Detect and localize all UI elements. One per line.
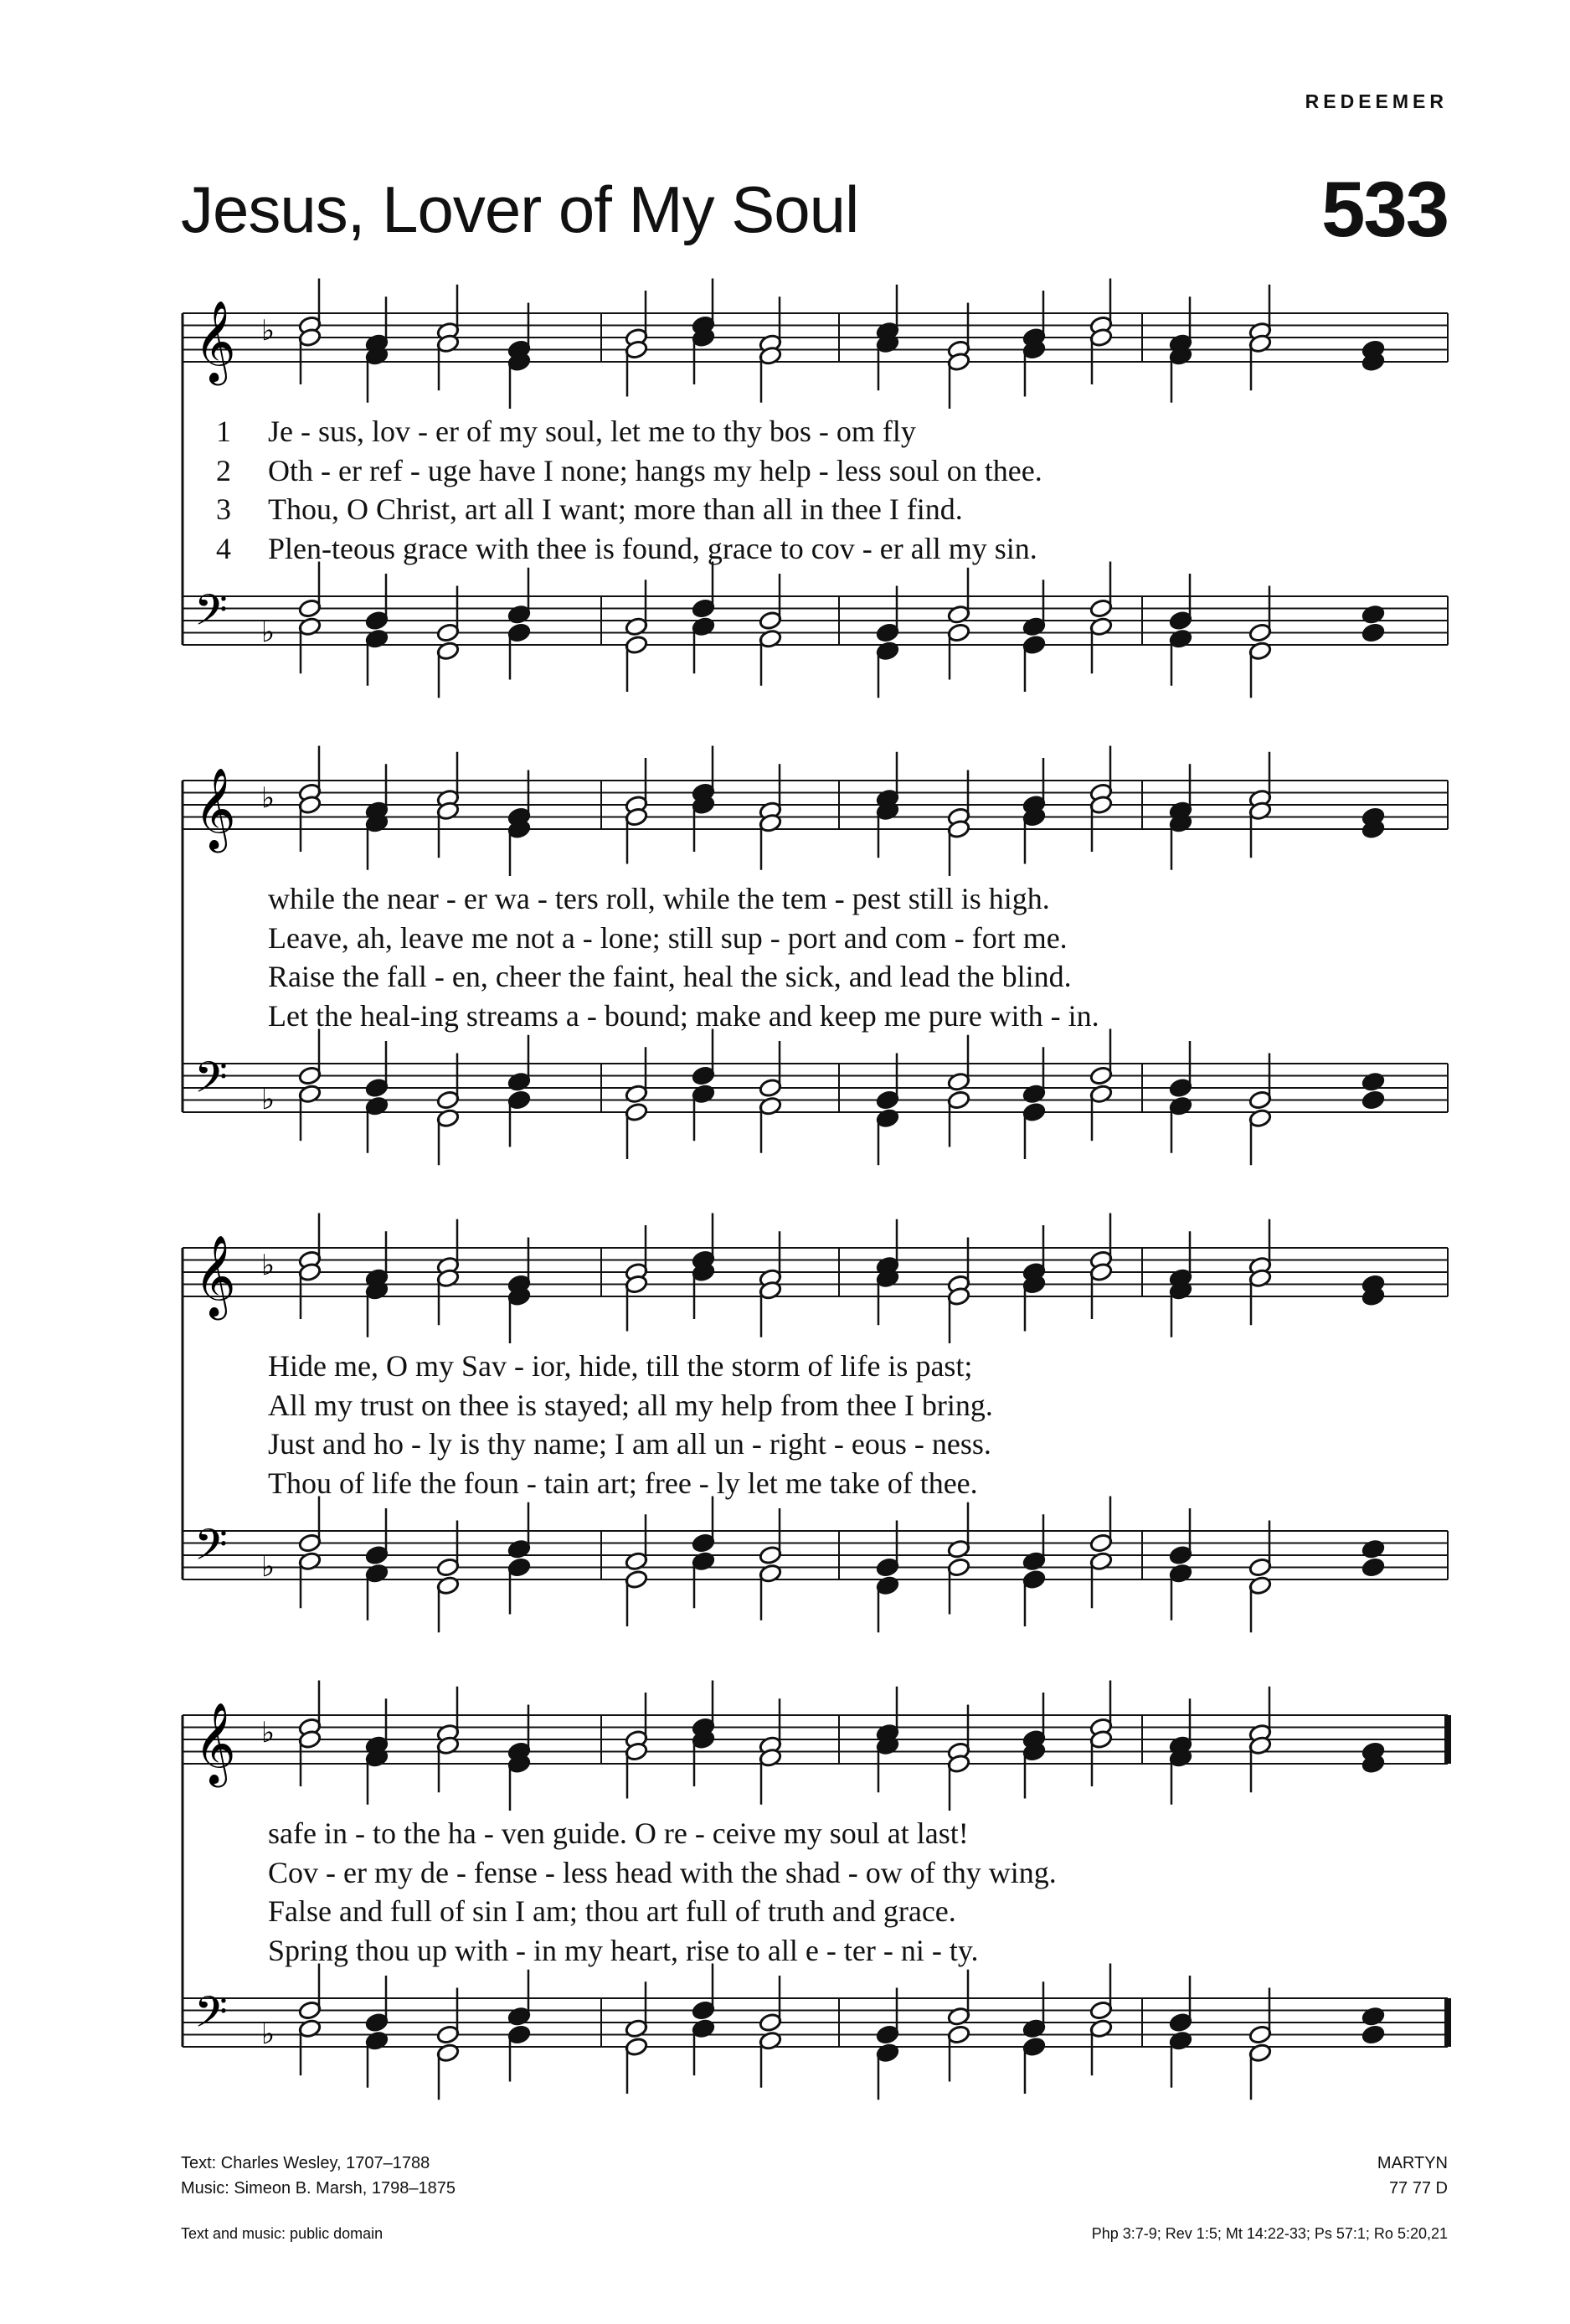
bass-note bbox=[1362, 1539, 1385, 1559]
lyric-line: All my trust on thee is stayed; all my help from thee I bring. bbox=[268, 1388, 993, 1422]
flat-key-signature-icon: ♭ bbox=[261, 1249, 275, 1282]
lyric-line: Let the heal-ing streams a - bound; make and keep me pure with - in. bbox=[268, 998, 1099, 1033]
bass-note bbox=[1362, 622, 1385, 642]
treble-clef-icon: 𝄞 bbox=[194, 767, 236, 849]
lyric-line: Spring thou up with - in my heart, rise to all e - ter - ni - ty. bbox=[268, 1933, 979, 1967]
section-label: REDEEMER bbox=[1305, 90, 1448, 112]
flat-key-signature-icon: ♭ bbox=[261, 314, 275, 348]
scripture-references: Php 3:7-9; Rev 1:5; Mt 14:22-33; Ps 57:1; Ro 5:20,21 bbox=[1091, 2225, 1448, 2242]
bass-clef-icon: 𝄢 bbox=[194, 1052, 228, 1113]
lyric-line: Thou of life the foun - tain art; free - ly let me take of thee. bbox=[268, 1466, 978, 1500]
lyrics-block bbox=[216, 412, 1439, 568]
bass-note bbox=[1362, 605, 1385, 625]
treble-clef-icon: 𝄞 bbox=[194, 1234, 236, 1317]
lyric-line: Raise the fall - en, cheer the faint, heal the sick, and lead the blind. bbox=[268, 960, 1072, 993]
lyric-line: Leave, ah, leave me not a - lone; still sup - port and com - fort me. bbox=[268, 920, 1068, 955]
flat-key-signature-icon: ♭ bbox=[261, 781, 275, 815]
tune-info bbox=[1377, 2151, 1448, 2201]
hymn-title: Jesus, Lover of My Soul bbox=[181, 173, 859, 246]
credits bbox=[181, 2151, 456, 2201]
bass-clef-icon: 𝄢 bbox=[194, 1986, 228, 2048]
music-system-1 bbox=[0, 276, 1570, 712]
lyric-line: Hide me, O my Sav - ior, hide, till the storm of life is past; bbox=[268, 1349, 973, 1383]
treble-clef-icon: 𝄞 bbox=[194, 300, 236, 382]
bass-note bbox=[1362, 1557, 1385, 1577]
lyric-line: Cov - er my de - fense - less head with the shad - ow of thy wing. bbox=[268, 1855, 1057, 1889]
lyric-line: 1 Je - sus, lov - er of my soul, let me to thy bos - om fly bbox=[216, 415, 916, 448]
flat-key-signature-icon: ♭ bbox=[261, 2017, 275, 2051]
flat-key-signature-icon: ♭ bbox=[261, 1716, 275, 1749]
bass-note bbox=[1362, 1072, 1385, 1092]
lyric-line: 4 Plen-teous grace with thee is found, grace to cov - er all my sin. bbox=[216, 531, 1037, 565]
lyric-line: while the near - er wa - ters roll, while the tem - pest still is high. bbox=[268, 882, 1050, 915]
lyric-line: False and full of sin I am; thou art full of truth and grace. bbox=[268, 1894, 956, 1928]
music-system-3 bbox=[0, 1211, 1570, 1646]
bass-note bbox=[1362, 1090, 1385, 1110]
lyric-line: 2 Oth - er ref - uge have I none; hangs my help - less soul on thee. bbox=[216, 453, 1042, 487]
lyrics-block bbox=[216, 1347, 1439, 1502]
music-system-2 bbox=[0, 744, 1570, 1179]
bass-note bbox=[1362, 2007, 1385, 2027]
lyric-line: safe in - to the ha - ven guide. O re - ceive my soul at last! bbox=[268, 1816, 969, 1850]
flat-key-signature-icon: ♭ bbox=[261, 1083, 275, 1116]
bass-clef-icon: 𝄢 bbox=[194, 585, 228, 646]
music-credit: Music: Simeon B. Marsh, 1798–1875 bbox=[181, 2179, 456, 2198]
flat-key-signature-icon: ♭ bbox=[261, 1550, 275, 1584]
meter: 77 77 D bbox=[1388, 2179, 1448, 2198]
lyrics-block bbox=[216, 879, 1439, 1035]
hymn-number: 533 bbox=[1321, 165, 1448, 253]
music-system-4 bbox=[0, 1678, 1570, 2114]
treble-clef-icon: 𝄞 bbox=[194, 1702, 236, 1784]
lyrics-block bbox=[216, 1814, 1439, 1970]
bass-clef-icon: 𝄢 bbox=[194, 1519, 228, 1580]
lyric-line: 3 Thou, O Christ, art all I want; more than all in thee I find. bbox=[216, 492, 963, 526]
bass-note bbox=[1362, 2024, 1385, 2044]
lyric-line: Just and ho - ly is thy name; I am all un - right - eous - ness. bbox=[268, 1427, 991, 1461]
flat-key-signature-icon: ♭ bbox=[261, 616, 275, 649]
copyright: Text and music: public domain bbox=[181, 2225, 383, 2242]
text-credit: Text: Charles Wesley, 1707–1788 bbox=[181, 2154, 430, 2172]
tune-name: MARTYN bbox=[1377, 2154, 1448, 2172]
